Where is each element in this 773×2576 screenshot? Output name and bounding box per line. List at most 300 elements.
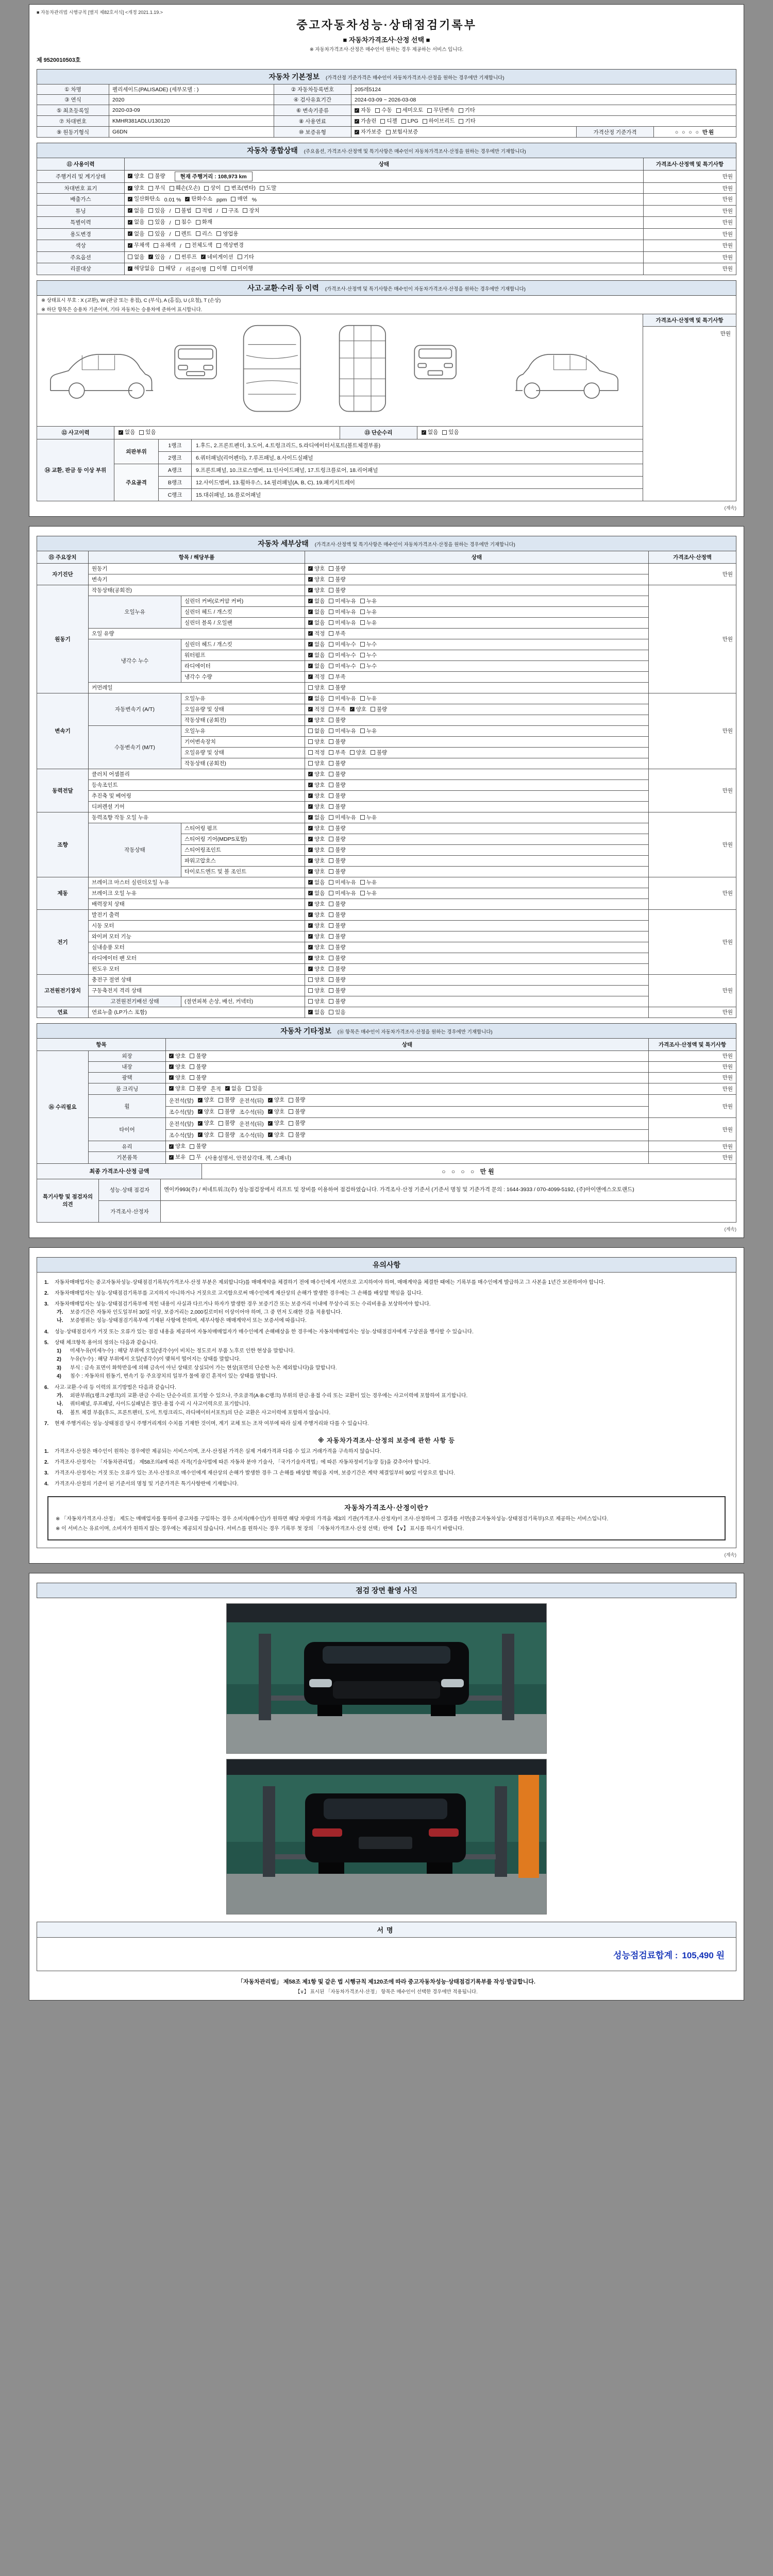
checkbox-icon xyxy=(329,609,333,614)
detail-row xyxy=(37,974,736,985)
detail-state xyxy=(305,704,649,715)
checkbox-label: 누유 xyxy=(366,890,377,896)
checkbox-label: 양호 xyxy=(314,901,325,907)
item-cell: 등속조인트 xyxy=(89,779,305,790)
checkbox-option xyxy=(308,717,325,724)
checkbox-icon xyxy=(329,696,333,701)
subitem-cell: 작동상태 (공회전) xyxy=(181,758,305,769)
checkbox-label: 불량 xyxy=(224,1108,236,1115)
notice-subitem xyxy=(57,1373,729,1381)
opinion-who: 가격조사·산정자 xyxy=(99,1200,161,1222)
checkbox-option xyxy=(355,107,371,114)
car-diagrams xyxy=(37,314,643,427)
checkbox-option xyxy=(329,998,345,1005)
photo-rear-graphic xyxy=(227,1759,546,1914)
checkbox-option xyxy=(260,184,276,192)
checkbox-option xyxy=(225,1085,242,1092)
detail-state xyxy=(305,574,649,585)
rank-label: C랭크 xyxy=(159,489,192,501)
checkbox-label: 훼손(오손) xyxy=(175,185,200,191)
checkbox-option xyxy=(360,641,377,648)
detail-state xyxy=(305,639,649,650)
checkbox-option xyxy=(308,933,325,940)
checkbox-icon xyxy=(329,848,333,852)
checkbox-label: 없음 xyxy=(314,879,325,886)
checkbox-icon xyxy=(268,1132,273,1137)
checkbox-icon xyxy=(289,1109,293,1114)
checkbox-option xyxy=(186,242,213,249)
checkbox-option xyxy=(350,749,366,756)
repair-state xyxy=(166,1129,649,1141)
checkbox-label: 불량 xyxy=(335,965,346,972)
signature-section xyxy=(37,1922,736,1971)
checkbox-label: 리콜이행 xyxy=(185,266,207,273)
checkbox-option xyxy=(350,706,366,713)
checkbox-icon xyxy=(225,186,229,191)
photo-front-graphic xyxy=(227,1604,546,1753)
checkbox-label: / xyxy=(169,231,171,238)
page-2 xyxy=(29,526,744,1238)
subitem-cell: 스티어링 기어(MDPS포함) xyxy=(181,834,305,844)
checkbox-icon xyxy=(423,119,427,124)
accident-history-row xyxy=(37,427,643,439)
checkbox-label: 불량 xyxy=(335,565,346,572)
checkbox-label: 불량 xyxy=(295,1131,306,1138)
basic-info-table xyxy=(37,84,736,138)
checkbox-icon xyxy=(169,1064,174,1069)
checkbox-option xyxy=(308,587,325,594)
checkbox-option xyxy=(329,630,345,637)
checkbox-label: 양호 xyxy=(314,955,325,961)
checkbox-option xyxy=(308,836,325,843)
checkbox-option xyxy=(190,1053,206,1060)
checkbox-label: 이행 xyxy=(216,265,227,272)
checkbox-option xyxy=(329,955,345,962)
final-price-label: 최종 가격조사·산정 금액 xyxy=(37,1164,202,1179)
accident-price-header: 가격조사·산정액 및 특기사항 xyxy=(643,314,736,327)
device-cell: 조향 xyxy=(37,812,89,877)
checkbox-icon xyxy=(198,1109,203,1114)
vehicle-basis-legend: ※ 하단 항목은 승용차 기준이며, 기타 자동차는 승용차에 준하여 표시합니다. xyxy=(41,307,203,313)
checkbox-label: 없음 xyxy=(314,598,325,604)
item-cell: 커먼레일 xyxy=(89,682,305,693)
option-label xyxy=(180,266,181,273)
checkbox-label: 기타 xyxy=(465,118,476,124)
detail-row xyxy=(37,920,736,931)
checkbox-option xyxy=(329,760,345,767)
checkbox-option xyxy=(329,792,345,800)
checkbox-option xyxy=(268,1131,284,1139)
checkbox-icon xyxy=(268,1109,273,1114)
detail-row xyxy=(37,985,736,996)
device-cell: 전기 xyxy=(37,909,89,974)
checkbox-option xyxy=(308,619,325,626)
checkbox-icon xyxy=(154,243,158,248)
notice-item xyxy=(44,1459,729,1466)
state-code-legend: ※ 상태표시 부호 : X (교환), W (판금 또는 용접), C (부식), A (흠집), U (요철), T (손상) xyxy=(41,297,221,303)
field-label: ⑥ 변속기종류 xyxy=(274,105,351,116)
checkbox-label: 양호 xyxy=(314,987,325,994)
checkbox-label: 양호 xyxy=(314,868,325,875)
checkbox-label: 해당없음 xyxy=(134,265,155,272)
checkbox-icon xyxy=(159,266,164,271)
section-accident-note: (가격조사·산정액 및 특기사항은 매수인이 자동차가격조사·산정을 원하는 경우에만 기재합니다) xyxy=(325,286,526,292)
checkbox-label: 불량 xyxy=(335,771,346,777)
detail-state xyxy=(305,899,649,909)
checkbox-icon xyxy=(329,761,333,766)
checkbox-option xyxy=(169,1143,186,1150)
checkbox-label: 불량 xyxy=(295,1120,306,1126)
detail-state xyxy=(305,953,649,963)
checkbox-option xyxy=(329,868,345,875)
checkbox-label: 조수석(뒤) xyxy=(239,1132,264,1139)
checkbox-icon xyxy=(175,255,180,259)
checkbox-icon xyxy=(308,804,313,809)
checkbox-option xyxy=(360,598,377,605)
checkbox-icon xyxy=(148,186,153,191)
repair-price: 만원 xyxy=(649,1072,736,1083)
checkbox-label: 불량 xyxy=(335,587,346,594)
checkbox-icon xyxy=(128,197,132,201)
notice-subtext: 보증기간은 자동차 인도일부터 30일 이상, 보증거리는 2,000킬로미터 이상이어야 하며, 그 중 먼저 도래한 것을 적용합니다. xyxy=(70,1309,342,1315)
checkbox-icon xyxy=(308,739,313,744)
checkbox-label: 없음 xyxy=(314,695,325,702)
detail-row xyxy=(37,639,736,650)
checkbox-icon xyxy=(329,815,333,820)
checkbox-option xyxy=(329,976,345,984)
checkbox-icon xyxy=(355,130,359,134)
detail-row xyxy=(37,585,736,596)
checkbox-icon xyxy=(427,108,432,113)
subitem-cell: 작동상태 (공회전) xyxy=(181,715,305,725)
checkbox-icon xyxy=(308,837,313,841)
notice-text: 자동차매매업자는 성능·상태점검기록부에 적힌 내용이 사실과 다르거나 하자가 발생한 경우 보증기간 또는 보증거리 이내에 무상수리 또는 수리비용을 보상하여야 합니다. xyxy=(55,1301,431,1307)
option-label xyxy=(169,1097,194,1105)
checkbox-option xyxy=(360,814,377,821)
notice-items xyxy=(39,1279,734,1428)
checkbox-icon xyxy=(329,750,333,755)
checkbox-label: % xyxy=(251,196,257,203)
detail-price: 만원 xyxy=(649,563,736,585)
detail-state xyxy=(305,866,649,877)
notice-item xyxy=(44,1469,729,1477)
checkbox-icon xyxy=(289,1098,293,1103)
checkbox-label: 없음 xyxy=(314,814,325,821)
detail-price: 만원 xyxy=(649,1007,736,1018)
checkbox-icon xyxy=(329,988,333,993)
usage-item: 배출가스 xyxy=(37,194,125,206)
repair-row xyxy=(37,1083,736,1095)
checkbox-option xyxy=(222,207,239,214)
checkbox-icon xyxy=(308,609,313,614)
checkbox-icon xyxy=(442,430,447,435)
field-value: 펠리세이드(PALISADE) (세부모델 : ) xyxy=(109,84,274,95)
checkbox-option xyxy=(169,1053,186,1060)
checkbox-label: 없음 xyxy=(134,253,145,260)
checkbox-icon xyxy=(329,599,333,603)
repair-row xyxy=(37,1141,736,1152)
checkbox-icon xyxy=(329,718,333,722)
checkbox-icon xyxy=(185,197,190,201)
repair-item: 기본품목 xyxy=(89,1152,166,1164)
checkbox-label: 양호 xyxy=(204,1097,214,1103)
checkbox-icon xyxy=(308,772,313,776)
usage-row xyxy=(37,217,736,229)
subitem-cell: 실린더 블록 / 오일팬 xyxy=(181,617,305,628)
panel-rows xyxy=(159,439,643,464)
panel-category: 외판부위 xyxy=(114,439,159,464)
usage-price: 만원 xyxy=(644,183,736,194)
checkbox-label: 양호 xyxy=(314,965,325,972)
item-cell: 작동상태(공회전) xyxy=(89,585,305,596)
checkbox-label: 불량 xyxy=(335,576,346,583)
checkbox-option xyxy=(459,117,475,125)
checkbox-label: 양호 xyxy=(314,944,325,951)
basic-row xyxy=(37,95,736,105)
notice-subnumber: 1) xyxy=(57,1348,61,1354)
subitem-cell: 기어변속장치 xyxy=(181,736,305,747)
field-label: ② 자동차등록번호 xyxy=(274,84,351,95)
checkbox-icon xyxy=(360,891,365,895)
usage-item: 튜닝 xyxy=(37,205,125,217)
checkbox-option xyxy=(175,207,192,214)
panel-rows xyxy=(159,464,643,501)
subitem-cell: 스티어링조인트 xyxy=(181,844,305,855)
usage-price: 만원 xyxy=(644,228,736,240)
repair-state xyxy=(166,1050,649,1061)
checkbox-label: 양호 xyxy=(314,836,325,842)
checkbox-option xyxy=(169,1154,186,1161)
checkbox-icon xyxy=(308,620,313,625)
field-label: ⑤ 최초등록일 xyxy=(37,105,109,116)
notice-subtext: 누유(누수) : 해당 부위에서 오일(냉각수)이 맺혀서 떨어지는 상태를 말합니다. xyxy=(70,1357,241,1362)
option-label xyxy=(170,219,171,227)
checkbox-icon xyxy=(329,945,333,950)
device-cell: 자기진단 xyxy=(37,563,89,585)
item-cell: 클러치 어셈블리 xyxy=(89,769,305,779)
checkbox-label: 불량 xyxy=(335,760,346,767)
detail-state xyxy=(305,617,649,628)
checkbox-option xyxy=(175,230,192,238)
checkbox-icon xyxy=(308,577,313,582)
checkbox-label: 조수석(앞) xyxy=(169,1132,194,1139)
checkbox-icon xyxy=(329,707,333,711)
detail-state xyxy=(305,671,649,682)
section-notice-title: 유의사항 xyxy=(372,1260,401,1269)
detail-state xyxy=(305,725,649,736)
checkbox-icon xyxy=(308,848,313,852)
checkbox-icon xyxy=(175,208,180,213)
detail-state xyxy=(305,596,649,606)
detail-price: 만원 xyxy=(649,693,736,769)
checkbox-option xyxy=(308,879,325,886)
checkbox-icon xyxy=(190,1054,194,1058)
usage-item: 색상 xyxy=(37,240,125,252)
checkbox-label: 적정 xyxy=(314,630,325,637)
checkbox-icon xyxy=(128,255,132,259)
opinion-table xyxy=(37,1179,736,1223)
basic-row xyxy=(37,105,736,116)
checkbox-label: 적정 xyxy=(314,706,325,713)
accident-section xyxy=(37,295,736,501)
checkbox-icon xyxy=(128,266,132,271)
usage-price: 만원 xyxy=(644,251,736,263)
notice-number: 4. xyxy=(44,1481,49,1487)
usage-item: 용도변경 xyxy=(37,228,125,240)
checkbox-label: ppm xyxy=(216,196,227,203)
checkbox-icon xyxy=(308,945,313,950)
detail-row xyxy=(37,812,736,823)
checkbox-icon xyxy=(210,266,215,271)
checkbox-option xyxy=(396,107,424,114)
checkbox-label: 있음 xyxy=(335,1009,346,1015)
checkbox-label: 불량 xyxy=(196,1063,207,1070)
checkbox-label: 미세누유 xyxy=(335,890,356,896)
field-label: ④ 검사유효기간 xyxy=(274,95,351,105)
checkbox-icon xyxy=(329,685,333,690)
checkbox-icon xyxy=(360,609,365,614)
detail-row xyxy=(37,682,736,693)
checkbox-option xyxy=(308,641,325,648)
usage-state xyxy=(125,228,644,240)
rank-parts: 1.후드, 2.프론트펜더, 3.도어, 4.트렁크리드, 5.라디에이터서포트(볼트체결부품) xyxy=(196,442,381,449)
checkbox-label: 누수 xyxy=(366,652,377,658)
checkbox-label: 없음 xyxy=(134,219,145,225)
checkbox-label: 불량 xyxy=(335,803,346,810)
panel-category: 주요골격 xyxy=(114,464,159,501)
item-cell: 윈도우 모터 xyxy=(89,963,305,974)
signature-content xyxy=(37,1938,736,1971)
detail-state xyxy=(305,650,649,660)
subitem-cell: 라디에이터 xyxy=(181,660,305,671)
usage-row xyxy=(37,228,736,240)
detail-price: 만원 xyxy=(649,769,736,812)
notice-text: 자동차매매업자는 중고자동차성능·상태점검기록부(가격조사·산정 부분은 제외합니다)를 매매계약을 체결하기 전에 매수인에게 서면으로 고지하여야 하며, 매매계약을 체결한 때에는 기록부를 매수인에게 발급하고 그 사본을 1년간 보관하여야 합니다. xyxy=(55,1279,606,1285)
checkbox-option xyxy=(329,652,356,659)
device-cell: 제동 xyxy=(37,877,89,909)
checkbox-label: 불량 xyxy=(335,976,346,983)
checkbox-option xyxy=(329,803,345,810)
checkbox-icon xyxy=(329,653,333,657)
detail-row xyxy=(37,563,736,574)
checkbox-option xyxy=(190,1085,206,1092)
checkbox-icon xyxy=(169,1054,174,1058)
checkbox-label: 무채색 xyxy=(134,242,150,248)
checkbox-label: 양호 xyxy=(314,911,325,918)
checkbox-label: 양호 xyxy=(274,1131,285,1138)
notice-subnumber: 다. xyxy=(57,1410,63,1416)
checkbox-option xyxy=(308,673,325,681)
option-label xyxy=(239,1121,264,1128)
checkbox-option xyxy=(360,608,377,616)
checkbox-label: 있음 xyxy=(155,253,165,260)
checkbox-icon xyxy=(169,1144,174,1149)
checkbox-icon xyxy=(308,869,313,874)
inspection-photo-front xyxy=(226,1603,547,1754)
checkbox-label: 흔적 xyxy=(210,1086,221,1092)
notice-item xyxy=(44,1384,729,1392)
repair-item: 외장 xyxy=(89,1050,166,1061)
detail-state xyxy=(305,660,649,671)
checkbox-label: 양호 xyxy=(204,1131,214,1138)
checkbox-icon xyxy=(329,772,333,776)
checkbox-icon xyxy=(148,231,153,236)
repair-row xyxy=(37,1050,736,1061)
checkbox-option xyxy=(329,641,356,648)
checkbox-icon xyxy=(308,902,313,906)
checkbox-option xyxy=(380,117,397,125)
basic-row xyxy=(37,127,736,138)
checkbox-icon xyxy=(148,220,153,225)
subitem-cell: 실린더 헤드 / 개스킷 xyxy=(181,606,305,617)
detail-state xyxy=(305,942,649,953)
repair-price: 만원 xyxy=(649,1118,736,1141)
detail-state xyxy=(305,963,649,974)
checkbox-label: 양호 xyxy=(314,846,325,853)
checkbox-label: 불량 xyxy=(335,911,346,918)
checkbox-icon xyxy=(169,1086,174,1091)
checkbox-option xyxy=(219,1120,235,1127)
usage-row xyxy=(37,263,736,275)
checkbox-label: 해당 xyxy=(165,265,176,272)
detail-state xyxy=(305,628,649,639)
checkbox-label: 양호 xyxy=(274,1097,285,1103)
checkbox-label: 불량 xyxy=(335,738,346,745)
detail-state xyxy=(305,682,649,693)
checkbox-icon xyxy=(170,186,174,191)
checkbox-option xyxy=(329,987,345,994)
checkbox-option xyxy=(308,1009,325,1016)
notice-subnumber: 나. xyxy=(57,1318,63,1324)
field-value: G6DN xyxy=(109,127,274,138)
checkbox-icon xyxy=(329,891,333,895)
checkbox-option xyxy=(169,1074,186,1081)
notice-text: 자동차매매업자는 성능·상태점검기록부를 고지하지 아니하거나 거짓으로 고지함으로써 매수인에게 재산상의 손해가 발생한 경우에는 그 손해를 배상할 책임을 집니다. xyxy=(55,1290,423,1296)
checkbox-label: 조수석(뒤) xyxy=(239,1109,264,1115)
field-value: KMHR381ADLU130120 xyxy=(109,116,274,127)
checkbox-label: 운전석(앞) xyxy=(169,1097,194,1104)
option-label xyxy=(170,254,171,261)
field-label: ① 차명 xyxy=(37,84,109,95)
checkbox-label: 누유 xyxy=(366,619,377,626)
checkbox-icon xyxy=(329,934,333,939)
checkbox-icon xyxy=(128,220,132,225)
usage-price: 만원 xyxy=(644,171,736,183)
usage-state xyxy=(125,183,644,194)
detail-price: 만원 xyxy=(649,974,736,1007)
checkbox-icon xyxy=(308,977,313,982)
detail-row xyxy=(37,628,736,639)
notice-subitem xyxy=(57,1393,729,1400)
detail-price: 만원 xyxy=(649,877,736,909)
checkbox-icon xyxy=(329,783,333,787)
exchange-groups xyxy=(114,439,643,501)
subitem-cell: 오일유량 및 상태 xyxy=(181,747,305,758)
detail-col-item: 항목 / 해당부품 xyxy=(89,551,305,563)
fee-label: 성능점검료합계 : xyxy=(613,1950,678,1960)
checkbox-option xyxy=(329,717,345,724)
checkbox-icon xyxy=(190,1086,194,1091)
item-cell: 냉각수 누수 xyxy=(89,639,181,682)
checkbox-option xyxy=(190,1154,201,1161)
checkbox-icon xyxy=(238,255,242,259)
checkbox-option xyxy=(198,1120,214,1127)
notice-number: 1. xyxy=(44,1279,49,1285)
checkbox-icon xyxy=(204,186,209,191)
checkbox-icon xyxy=(360,620,365,625)
detail-state xyxy=(305,931,649,942)
checkbox-option xyxy=(360,879,377,886)
